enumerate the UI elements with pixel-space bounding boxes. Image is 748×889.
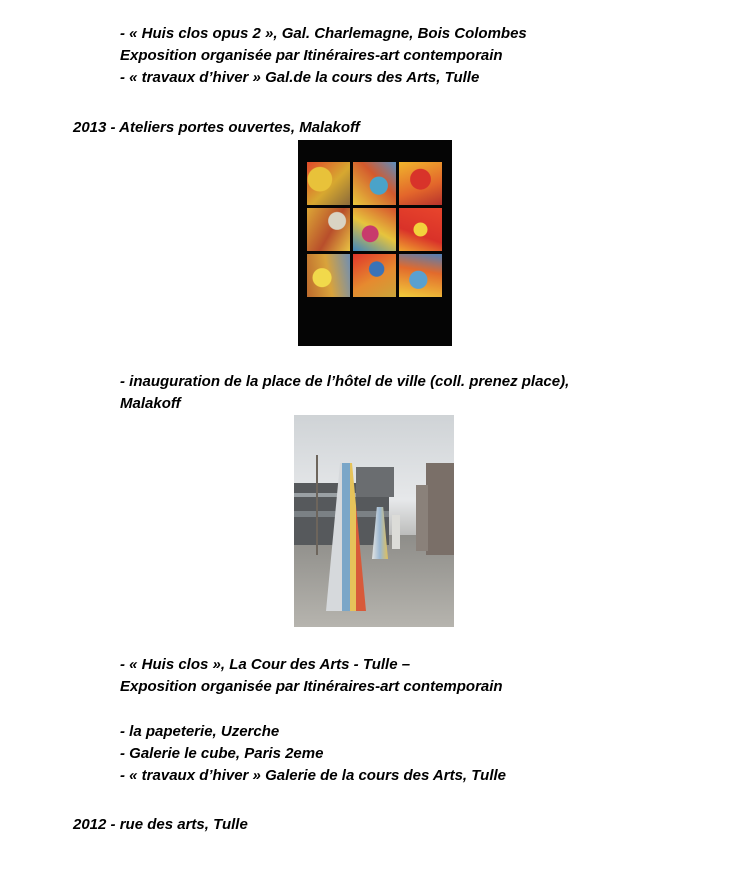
building-top xyxy=(356,467,394,497)
text-line-malakoff: Malakoff xyxy=(120,395,181,412)
painted-pillar-small xyxy=(392,515,400,549)
artwork-tile xyxy=(353,254,396,297)
text-line-2013-ateliers: 2013 - Ateliers portes ouvertes, Malakoff xyxy=(73,119,360,136)
artwork-tile xyxy=(353,162,396,205)
text-line-huis-clos-opus-2: - « Huis clos opus 2 », Gal. Charlemagne, Bois Colombes xyxy=(120,25,527,42)
artwork-tile xyxy=(307,208,350,251)
text-line-huis-clos: - « Huis clos », La Cour des Arts - Tulle – xyxy=(120,656,411,673)
street-installation-photo xyxy=(294,415,454,627)
building-right xyxy=(426,463,454,555)
artwork-tile xyxy=(399,208,442,251)
artwork-tile xyxy=(399,162,442,205)
text-line-exposition-1: Exposition organisée par Itinéraires-art contemporain xyxy=(120,47,503,64)
text-line-2012-rue-des-arts: 2012 - rue des arts, Tulle xyxy=(73,816,248,833)
artwork-tile xyxy=(399,254,442,297)
artwork-tile xyxy=(353,208,396,251)
text-line-travaux-hiver-2: - « travaux d’hiver » Galerie de la cours des Arts, Tulle xyxy=(120,767,506,784)
text-line-papeterie: - la papeterie, Uzerche xyxy=(120,723,280,740)
artwork-tile xyxy=(307,162,350,205)
tree-trunk xyxy=(316,455,318,555)
text-line-exposition-2: Exposition organisée par Itinéraires-art contemporain xyxy=(120,678,503,695)
text-line-travaux-hiver-1: - « travaux d’hiver » Gal.de la cours des Arts, Tulle xyxy=(120,69,480,86)
artwork-photo xyxy=(298,140,452,346)
artwork-tile xyxy=(307,254,350,297)
building-right xyxy=(416,485,428,551)
text-line-galerie-cube: - Galerie le cube, Paris 2eme xyxy=(120,745,324,762)
text-line-inauguration: - inauguration de la place de l’hôtel de ville (coll. prenez place), xyxy=(120,373,570,390)
